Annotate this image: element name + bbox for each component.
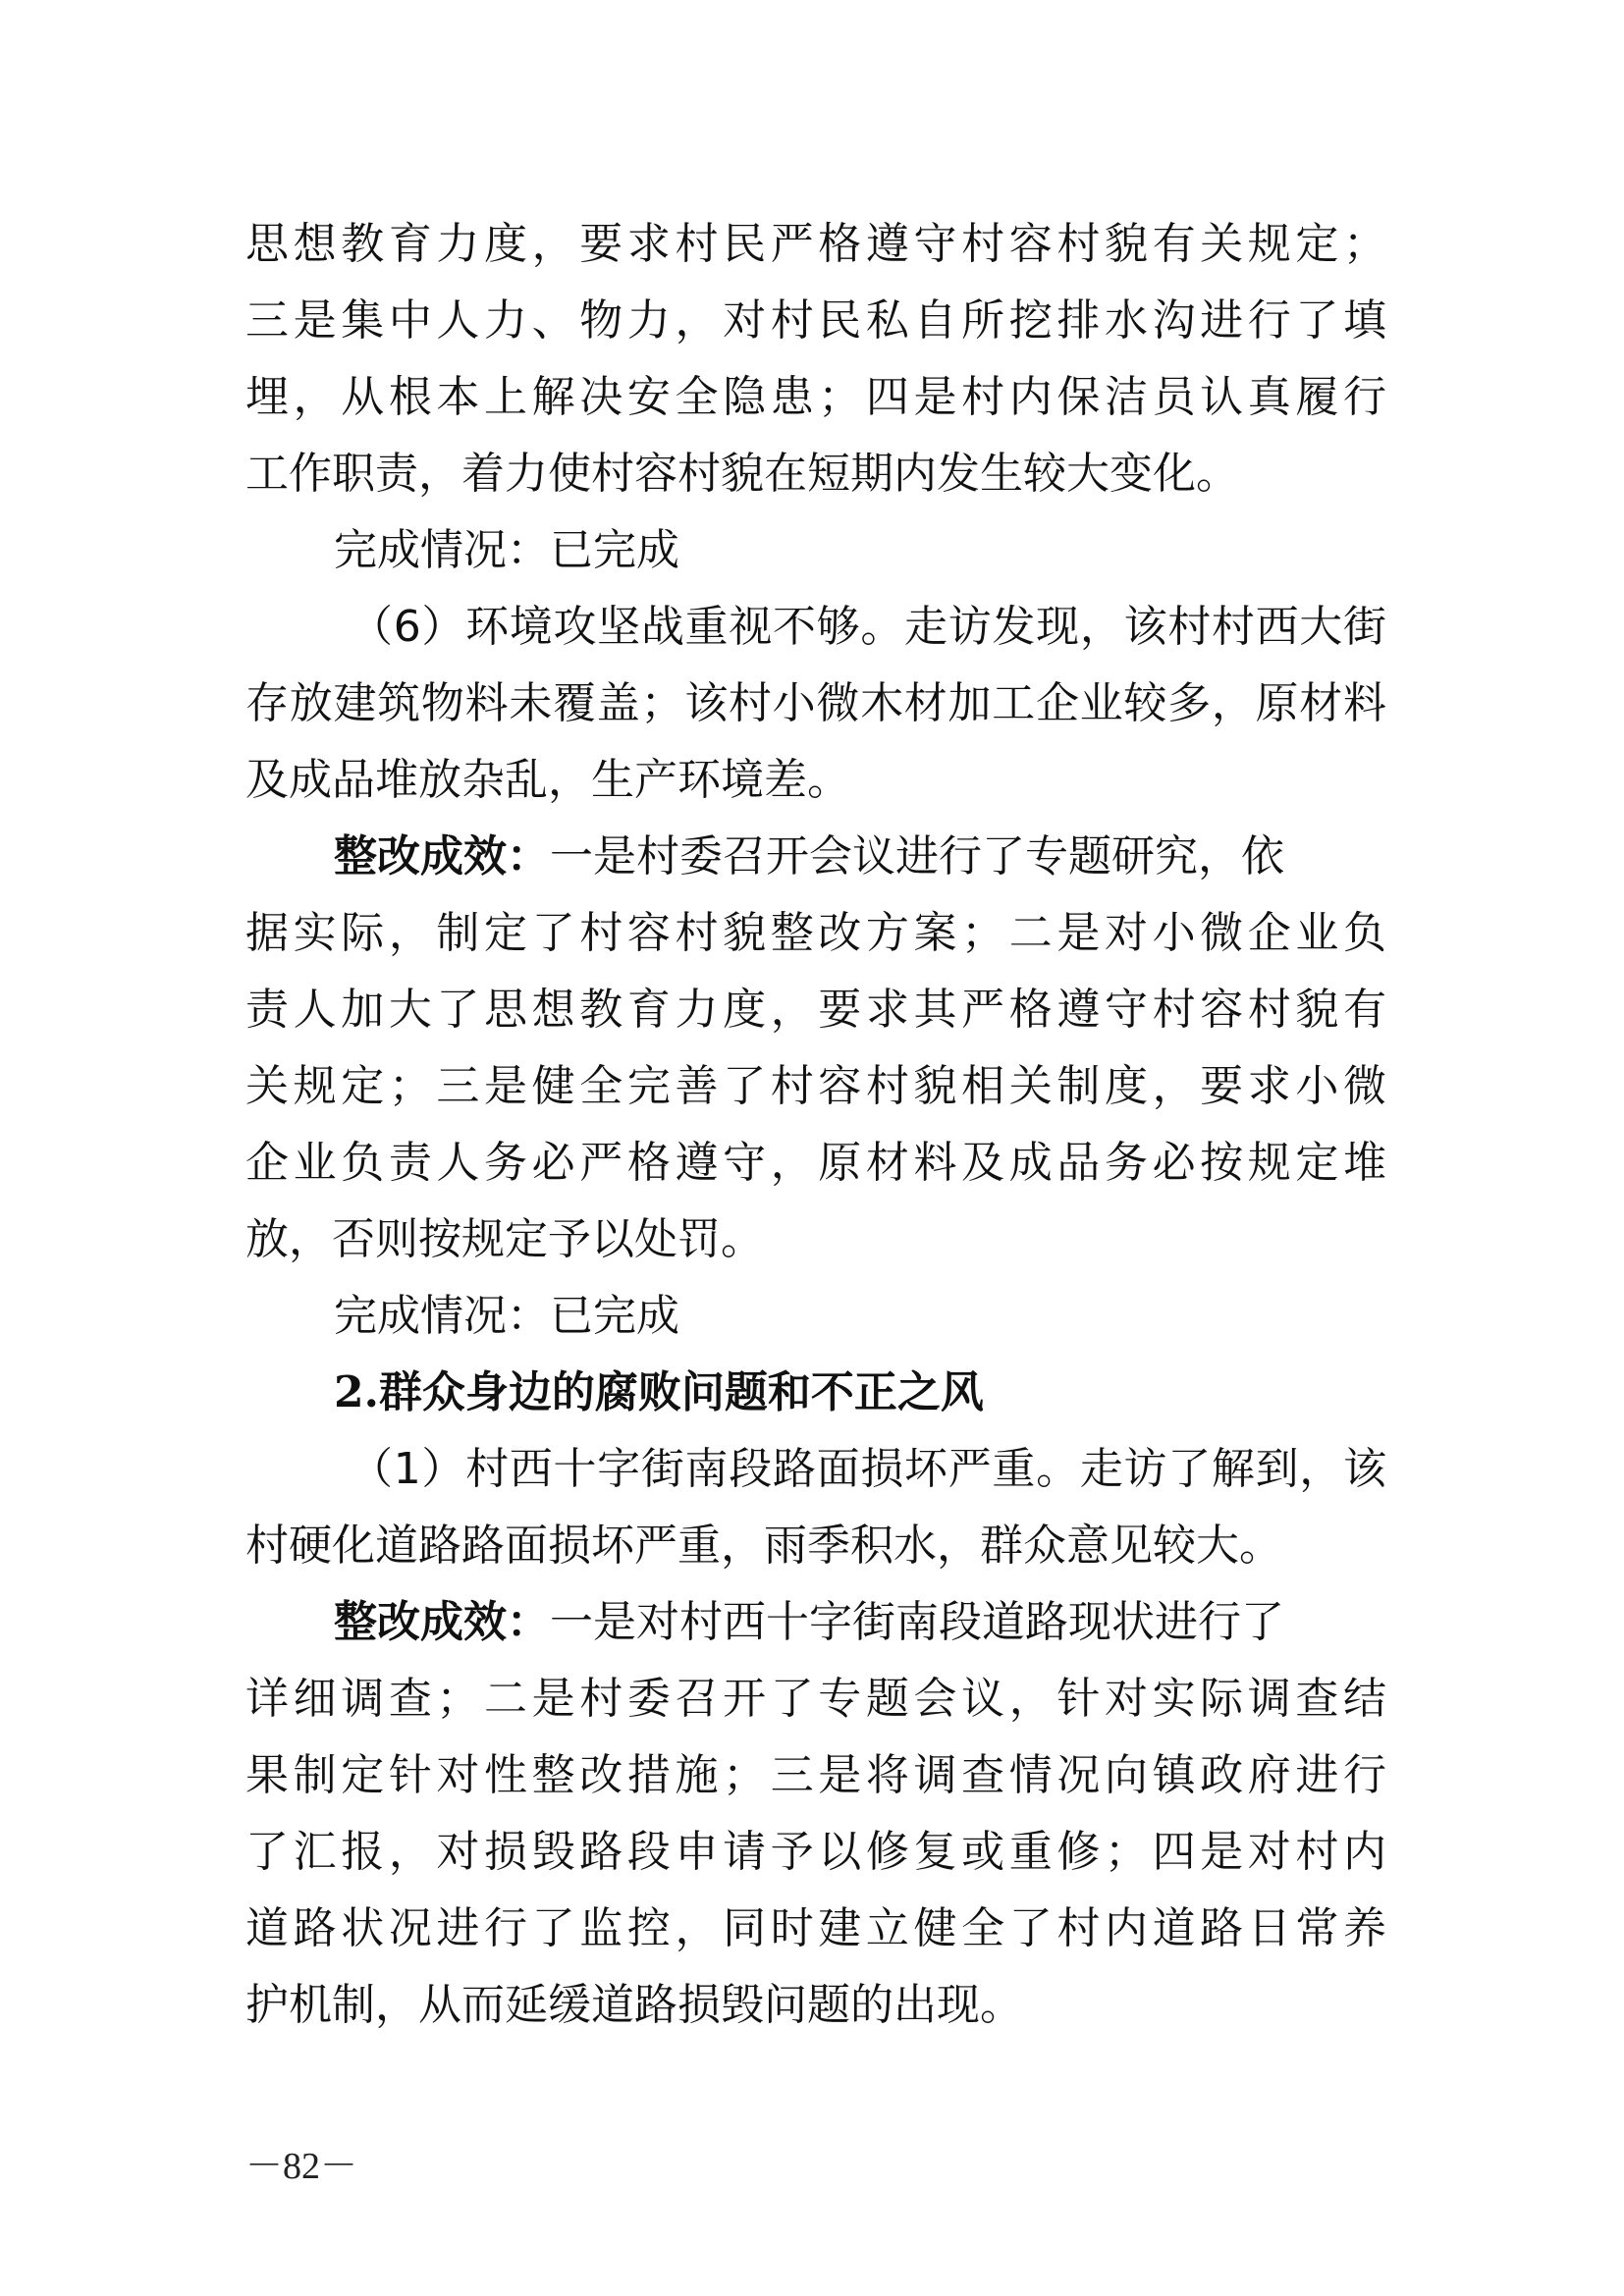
page-number: －82－ <box>245 2146 358 2187</box>
text-line: 护机制，从而延缓道路损毁问题的出现。 <box>245 1980 1023 2030</box>
issue-heading: （6）环境攻坚战重视不够。走访发现，该村村西大街 <box>350 602 1386 652</box>
text-line: 村硬化道路路面损坏严重，雨季积水，群众意见较大。 <box>245 1521 1282 1571</box>
text-line: 道路状况进行了监控，同时建立健全了村内道路日常养 <box>245 1903 1386 1953</box>
text-line: 埋，从根本上解决安全隐患；四是村内保洁员认真履行 <box>245 372 1386 422</box>
text-line: 思想教育力度，要求村民严格遵守村容村貌有关规定； <box>245 219 1386 269</box>
rectification-label: 整改成效： <box>334 1597 550 1647</box>
text-line: 据实际，制定了村容村貌整改方案；二是对小微企业负 <box>245 908 1386 958</box>
text-line: 三是集中人力、物力，对村民私自所挖排水沟进行了填 <box>245 295 1386 346</box>
rectification-label: 整改成效： <box>334 831 550 881</box>
text-line: 关规定；三是健全完善了村容村貌相关制度，要求小微 <box>245 1061 1386 1111</box>
text-line: 责人加大了思想教育力度，要求其严格遵守村容村貌有 <box>245 985 1386 1035</box>
text-line: 存放建筑物料未覆盖；该村小微木材加工企业较多，原材料 <box>245 678 1386 728</box>
text-line: 及成品堆放杂乱，生产环境差。 <box>245 755 850 805</box>
completion-status: 完成情况：已完成 <box>334 525 679 575</box>
body-text <box>245 206 1386 2044</box>
text-line: 工作职责，着力使村容村貌在短期内发生较大变化。 <box>245 449 1239 499</box>
text-line: 果制定针对性整改措施；三是将调查情况向镇政府进行 <box>245 1750 1386 1800</box>
text-line: 详细调查；二是村委召开了专题会议，针对实际调查结 <box>245 1674 1386 1724</box>
text-line: 了汇报，对损毁路段申请予以修复或重修；四是对村内 <box>245 1827 1386 1877</box>
rectification-paragraph-start <box>245 819 1386 895</box>
text-line: 企业负责人务必严格遵守，原材料及成品务必按规定堆 <box>245 1138 1386 1188</box>
section-heading: 2.群众身边的腐败问题和不正之风 <box>334 1367 984 1417</box>
issue-heading: （1）村西十字街南段路面损坏严重。走访了解到，该 <box>350 1444 1386 1494</box>
rectification-paragraph-start <box>245 1584 1386 1661</box>
text-line: 一是村委召开会议进行了专题研究，依 <box>550 831 1284 881</box>
completion-status: 完成情况：已完成 <box>334 1291 679 1341</box>
text-line: 一是对村西十字街南段道路现状进行了 <box>550 1597 1284 1647</box>
text-line: 放，否则按规定予以处罚。 <box>245 1214 764 1264</box>
